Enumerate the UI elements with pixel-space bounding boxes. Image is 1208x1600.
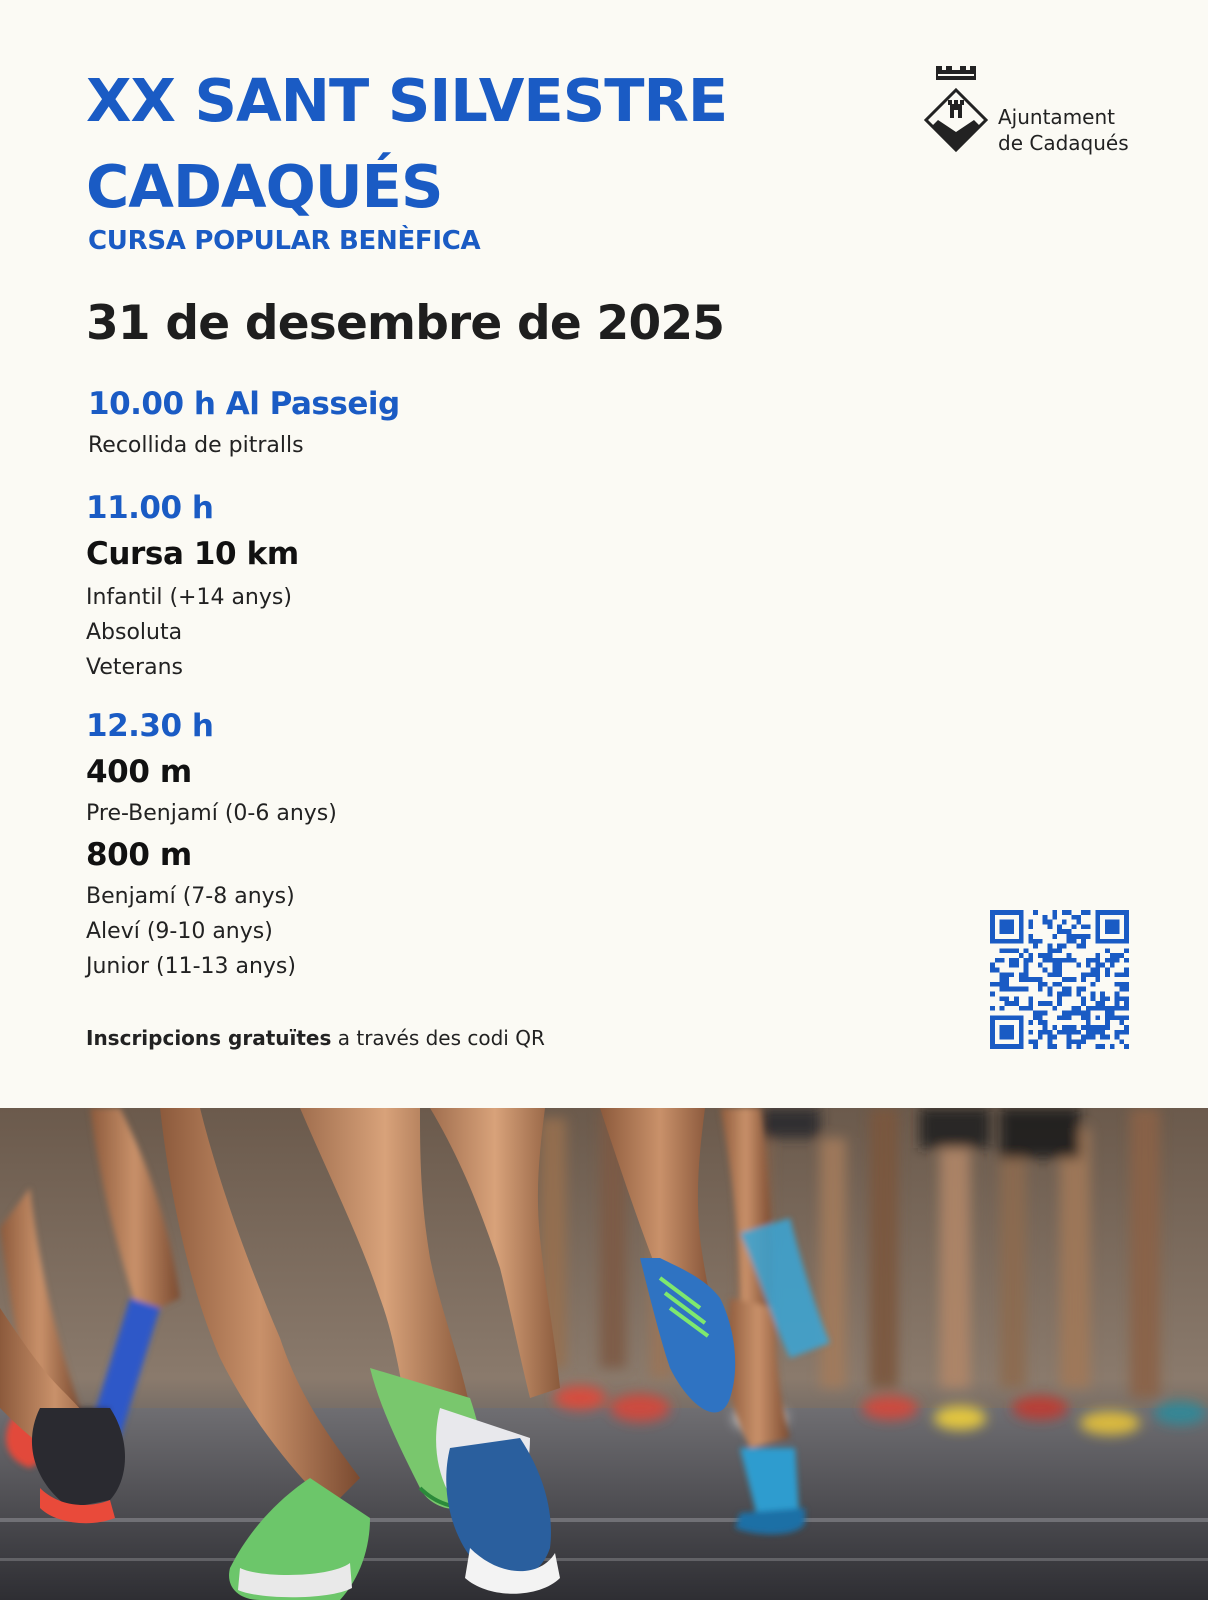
schedule-10k	[86, 490, 299, 685]
registration-rest: a través des codi QR	[331, 1026, 545, 1050]
category-item: Junior (11-13 anys)	[86, 954, 296, 979]
municipality-logo	[924, 64, 1144, 164]
race-10k-name: Cursa 10 km	[86, 536, 299, 572]
pickup-time: 10.00 h Al Passeig	[88, 386, 400, 422]
event-subtitle: CURSA POPULAR BENÈFICA	[88, 226, 481, 256]
race-10k-time: 11.00 h	[86, 490, 214, 526]
schedule-kids	[86, 708, 337, 984]
race-10k-categories	[86, 580, 299, 685]
runners-photo	[0, 1108, 1208, 1600]
race-400m-name: 400 m	[86, 754, 192, 790]
coat-of-arms-icon	[924, 64, 988, 154]
municipality-name-line-2: de Cadaqués	[998, 131, 1129, 155]
race-800m-name: 800 m	[86, 837, 192, 873]
category-item: Absoluta	[86, 620, 183, 645]
qr-code-icon[interactable]	[990, 910, 1129, 1049]
registration-bold: Inscripcions gratuïtes	[86, 1026, 332, 1050]
kids-race-time: 12.30 h	[86, 708, 214, 744]
event-title-line-1: XX SANT SILVESTRE	[86, 66, 728, 135]
municipality-name	[998, 104, 1129, 156]
municipality-name-line-1: Ajuntament	[998, 105, 1115, 129]
pickup-description: Recollida de pitralls	[88, 433, 304, 458]
race-800m-categories	[86, 879, 337, 984]
category-item: Pre-Benjamí (0-6 anys)	[86, 801, 337, 826]
event-date: 31 de desembre de 2025	[86, 296, 725, 351]
category-item: Infantil (+14 anys)	[86, 585, 292, 610]
schedule-pickup	[88, 386, 400, 463]
category-item: Aleví (9-10 anys)	[86, 919, 273, 944]
category-item: Benjamí (7-8 anys)	[86, 884, 295, 909]
event-title	[86, 58, 846, 230]
category-item: Veterans	[86, 655, 183, 680]
registration-note	[86, 1026, 545, 1050]
event-title-line-2: CADAQUÉS	[86, 152, 443, 221]
